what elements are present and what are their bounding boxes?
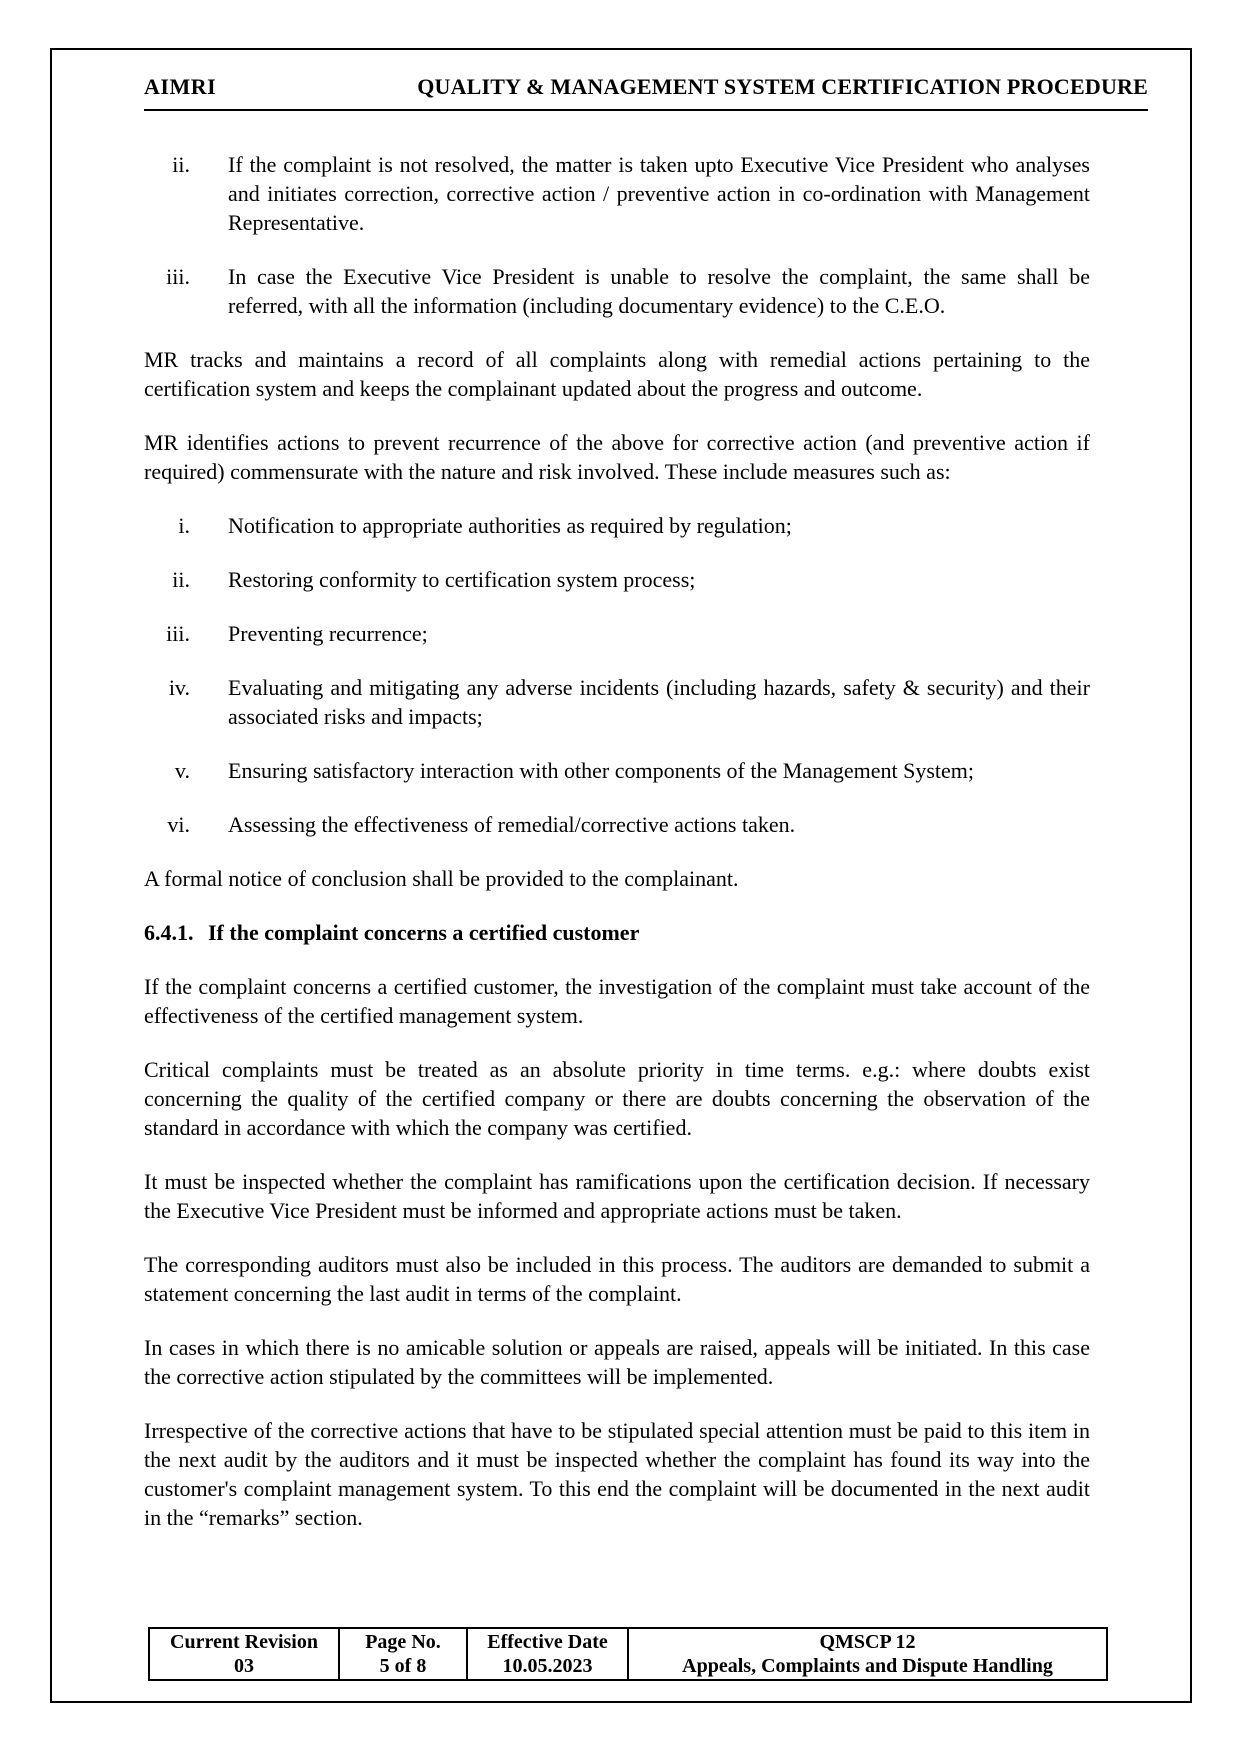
cell-header: Effective Date [487,1631,608,1653]
measure-item-ii [144,565,1090,594]
list-marker: i. [178,513,190,538]
list-marker: iv. [168,675,190,700]
cell-header: Page No. [365,1631,441,1653]
list-marker: ii. [172,152,190,177]
list-marker: ii. [172,567,190,592]
measure-item-v [144,756,1090,785]
measure-item-iv [144,673,1090,731]
table-row [149,1628,1107,1680]
document-body [144,150,1090,1532]
cell-header: QMSCP 12 [819,1631,916,1653]
list-text: Evaluating and mitigating any adverse incidents (including hazards, safety & security) and their associated risks and impacts; [228,675,1090,729]
paragraph-irrespective: Irrespective of the corrective actions that have to be stipulated special attention must be paid to this item in the next audit by the auditors and it must be inspected whether the complaint has found its way into the customer's complaint management system. To this end the complaint will be documented in the next audit in the “remarks” section. [144,1418,1090,1530]
measure-item-i [144,511,1090,540]
document-header [144,74,1148,111]
list-text: Assessing the effectiveness of remedial/corrective actions taken. [228,812,796,837]
list-marker: vi. [167,812,190,837]
list-text: If the complaint is not resolved, the matter is taken upto Executive Vice President who analyses and initiates correction, corrective action / preventive action in co-ordination with Management Representative. [228,152,1090,235]
section-heading-641 [144,918,1090,947]
footer-control-table [148,1627,1108,1681]
list-text: Notification to appropriate authorities as required by regulation; [228,513,792,538]
list-marker: v. [174,758,190,783]
paragraph-critical: Critical complaints must be treated as an absolute priority in time terms. e.g.: where doubts exist concerning the quality of the certified company or there are doubts concerning the observation of the standard in accordance with which the company was certified. [144,1057,1090,1140]
paragraph-formal-notice: A formal notice of conclusion shall be provided to the complainant. [144,866,739,891]
paragraph-auditors: The corresponding auditors must also be included in this process. The auditors are demanded to submit a statement concerning the last audit in terms of the complaint. [144,1252,1090,1306]
list-item-ii [144,150,1090,237]
list-text: Preventing recurrence; [228,621,428,646]
document-title: QUALITY & MANAGEMENT SYSTEM CERTIFICATION PROCEDURE [417,74,1148,99]
org-name: AIMRI [144,74,217,99]
cell-effective-date [467,1628,628,1680]
section-title: If the complaint concerns a certified customer [208,920,640,945]
paragraph-mr-identifies: MR identifies actions to prevent recurrence of the above for corrective action (and preventive action if required) commensurate with the nature and risk involved. These include measures such as: [144,430,1090,484]
cell-page-no [339,1628,467,1680]
cell-value: Appeals, Complaints and Dispute Handling [682,1655,1053,1677]
cell-header: Current Revision [170,1631,318,1653]
cell-document-id [628,1628,1107,1680]
paragraph-appeals: In cases in which there is no amicable solution or appeals are raised, appeals will be initiated. In this case the corrective action stipulated by the committees will be implemented. [144,1335,1090,1389]
cell-value: 03 [234,1655,254,1677]
list-text: Restoring conformity to certification system process; [228,567,696,592]
list-marker: iii. [166,264,190,289]
list-text: In case the Executive Vice President is unable to resolve the complaint, the same shall be referred, with all the information (including documentary evidence) to the C.E.O. [228,264,1090,318]
cell-value: 5 of 8 [379,1655,427,1677]
list-text: Ensuring satisfactory interaction with other components of the Management System; [228,758,974,783]
paragraph-inspected: It must be inspected whether the complaint has ramifications upon the certification decision. If necessary the Executive Vice President must be informed and appropriate actions must be taken. [144,1169,1090,1223]
cell-value: 10.05.2023 [502,1655,593,1677]
page-border-frame [50,48,1192,1703]
section-number: 6.4.1. [144,920,194,945]
list-item-iii [144,262,1090,320]
paragraph-mr-tracks: MR tracks and maintains a record of all complaints along with remedial actions pertaining to the certification system and keeps the complainant updated about the progress and outcome. [144,347,1090,401]
measure-item-vi [144,810,1090,839]
list-marker: iii. [166,621,190,646]
cell-current-revision [149,1628,339,1680]
measure-item-iii [144,619,1090,648]
paragraph-concerns: If the complaint concerns a certified customer, the investigation of the complaint must take account of the effectiveness of the certified management system. [144,974,1090,1028]
